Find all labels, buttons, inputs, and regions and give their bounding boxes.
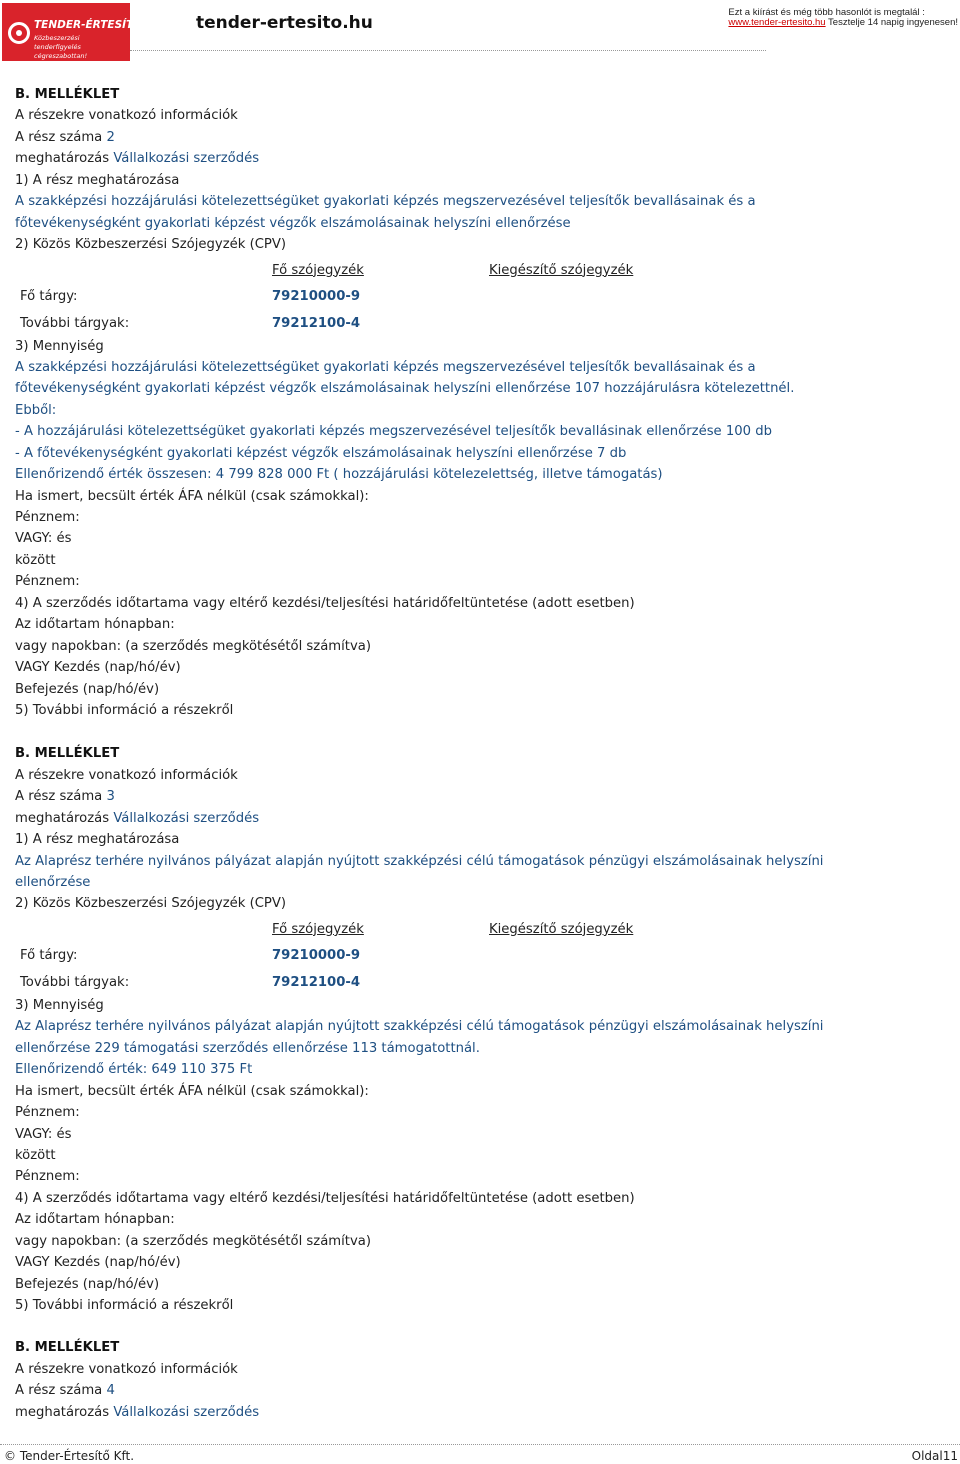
quantity-text: - A főtevékenységként gyakorlati képzést végzők elszámolásainak helyszíni ellenőrzése 7 db <box>15 445 627 461</box>
cpv-title: 2) Közös Közbeszerzési Szójegyzék (CPV) <box>15 237 287 253</box>
duration-line: Befejezés (nap/hó/év) <box>15 1276 160 1292</box>
quantity-title: 3) Mennyiség <box>15 997 104 1013</box>
part-definition-text: A szakképzési hozzájárulási kötelezettségüket gyakorlati képzés megszervezésével teljesítők bevallásainak és a <box>15 194 756 210</box>
part-number: 2 <box>106 129 115 145</box>
duration-line: VAGY Kezdés (nap/hó/év) <box>15 1255 181 1271</box>
duration-line: VAGY Kezdés (nap/hó/év) <box>15 660 181 676</box>
promo-line2: Tesztelje 14 napig ingyenesen! <box>825 17 958 28</box>
site-name: tender-ertesito.hu <box>196 13 373 33</box>
duration-title: 4) A szerződés időtartama vagy eltérő kezdési/teljesítési határidőfeltüntetése (adott esetben) <box>15 595 635 611</box>
part-number: 3 <box>106 789 115 805</box>
definition-value: Vállalkozási szerződés <box>113 1404 260 1420</box>
target-icon <box>8 22 30 44</box>
supp-vocab-header: Kiegészítő szójegyzék <box>489 262 634 278</box>
page-number: Oldal11 <box>911 1449 958 1463</box>
definition-value: Vállalkozási szerződés <box>113 810 260 826</box>
site-logo[interactable] <box>2 3 162 61</box>
more-subjects-label: További tárgyak: <box>20 315 130 331</box>
quantity-text: Ellenőrizendő érték: 649 110 375 Ft <box>15 1062 253 1078</box>
value-line: Pénznem: <box>15 1105 80 1121</box>
page-header <box>0 0 960 62</box>
section-heading: B. MELLÉKLET <box>15 87 120 102</box>
value-line: Pénznem: <box>15 574 80 590</box>
part-definition-text: főtevékenységként gyakorlati képzést végzők elszámolásainak helyszíni ellenőrzése <box>15 215 571 231</box>
part-label: A rész száma <box>15 789 103 805</box>
further-info-title: 5) További információ a részekről <box>15 702 234 718</box>
logo-tagline: Közbeszerzési tenderfigyelés cégreszabottan! <box>34 34 88 60</box>
value-line: között <box>15 552 56 568</box>
duration-line: vagy napokban: (a szerződés megkötésétől számítva) <box>15 1233 372 1249</box>
definition-label: meghatározás <box>15 151 110 167</box>
main-vocab-header: Fő szójegyzék <box>272 921 364 937</box>
more-subjects-label: További tárgyak: <box>20 974 130 990</box>
more-cpv-code: 79212100-4 <box>272 315 361 331</box>
section-heading: B. MELLÉKLET <box>15 746 120 762</box>
info-title: A részekre vonatkozó információk <box>15 767 238 783</box>
cpv-table <box>15 256 945 336</box>
value-line: VAGY: és <box>15 531 72 547</box>
duration-line: vagy napokban: (a szerződés megkötésétől számítva) <box>15 638 372 654</box>
main-subject-label: Fő tárgy: <box>20 947 78 963</box>
annex-section <box>15 84 945 721</box>
duration-title: 4) A szerződés időtartama vagy eltérő kezdési/teljesítési határidőfeltüntetése (adott esetben) <box>15 1190 635 1206</box>
duration-line: Az időtartam hónapban: <box>15 1212 175 1228</box>
definition-label: meghatározás <box>15 810 110 826</box>
main-cpv-code: 79210000-9 <box>272 947 361 963</box>
cpv-table <box>15 915 945 995</box>
cpv-title: 2) Közös Közbeszerzési Szójegyzék (CPV) <box>15 896 287 912</box>
value-line: között <box>15 1147 56 1163</box>
value-line: Pénznem: <box>15 1169 80 1185</box>
quantity-text: - A hozzájárulási kötelezettségüket gyakorlati képzés megszervezésével teljesítők bevallásinak ellenőrzése 100 db <box>15 424 772 440</box>
part-label: A rész száma <box>15 1383 103 1399</box>
quantity-text: ellenőrzése 229 támogatási szerződés ellenőrzése 113 támogatottnál. <box>15 1040 480 1056</box>
page-footer <box>0 1444 960 1464</box>
section-heading: B. MELLÉKLET <box>15 1340 120 1356</box>
definition-value: Vállalkozási szerződés <box>113 151 260 167</box>
main-subject-label: Fő tárgy: <box>20 288 78 304</box>
value-line: Ha ismert, becsült érték ÁFA nélkül (csak számokkal): <box>15 1083 369 1099</box>
annex-section <box>15 1337 945 1423</box>
quantity-title: 3) Mennyiség <box>15 338 104 354</box>
value-line: Ha ismert, becsült érték ÁFA nélkül (csak számokkal): <box>15 488 369 504</box>
part-number: 4 <box>106 1383 115 1399</box>
quantity-text: A szakképzési hozzájárulási kötelezettségüket gyakorlati képzés megszervezésével teljesítők bevallásainak és a <box>15 359 756 375</box>
main-vocab-header: Fő szójegyzék <box>272 262 364 278</box>
duration-line: Az időtartam hónapban: <box>15 617 175 633</box>
value-line: VAGY: és <box>15 1126 72 1142</box>
document-body <box>15 84 945 1423</box>
part-definition-title: 1) A rész meghatározása <box>15 172 180 188</box>
promo-link[interactable]: www.tender-ertesito.hu <box>728 17 826 28</box>
quantity-text: Ellenőrizendő érték összesen: 4 799 828 000 Ft ( hozzájárulási kötelezelettség, illetve támogatás) <box>15 467 663 483</box>
main-cpv-code: 79210000-9 <box>272 288 361 304</box>
value-line: Pénznem: <box>15 510 80 525</box>
header-divider <box>130 50 766 51</box>
footer-copyright: © Tender-Értesítő Kft. <box>4 1449 135 1463</box>
part-label: A rész száma <box>15 129 103 145</box>
part-definition-title: 1) A rész meghatározása <box>15 832 180 848</box>
quantity-text: főtevékenységként gyakorlati képzést végzők elszámolásainak helyszíni ellenőrzése 107 hozzájárulásra kötelezettnél. <box>15 381 795 397</box>
logo-title: TENDER-ÉRTESÍTŐ.hu <box>34 19 162 31</box>
definition-label: meghatározás <box>15 1404 110 1420</box>
further-info-title: 5) További információ a részekről <box>15 1298 234 1313</box>
quantity-text: Ebből: <box>15 402 57 418</box>
promo-text <box>728 8 958 28</box>
quantity-text: Az Alaprész terhére nyilvános pályázat alapján nyújtott szakképzési célú támogatások pénzügyi elszámolásainak helyszíni <box>15 1019 824 1035</box>
duration-line: Befejezés (nap/hó/év) <box>15 681 160 697</box>
part-definition-text: ellenőrzése <box>15 875 91 890</box>
part-definition-text: Az Alaprész terhére nyilvános pályázat alapján nyújtott szakképzési célú támogatások pénzügyi elszámolásainak helyszíni <box>15 853 824 869</box>
annex-section <box>15 743 945 1316</box>
more-cpv-code: 79212100-4 <box>272 974 361 990</box>
supp-vocab-header: Kiegészítő szójegyzék <box>489 921 634 937</box>
info-title: A részekre vonatkozó információk <box>15 1361 238 1377</box>
info-title: A részekre vonatkozó információk <box>15 108 238 124</box>
promo-line1: Ezt a kiírást és még több hasonlót is megtalál : <box>728 7 925 18</box>
